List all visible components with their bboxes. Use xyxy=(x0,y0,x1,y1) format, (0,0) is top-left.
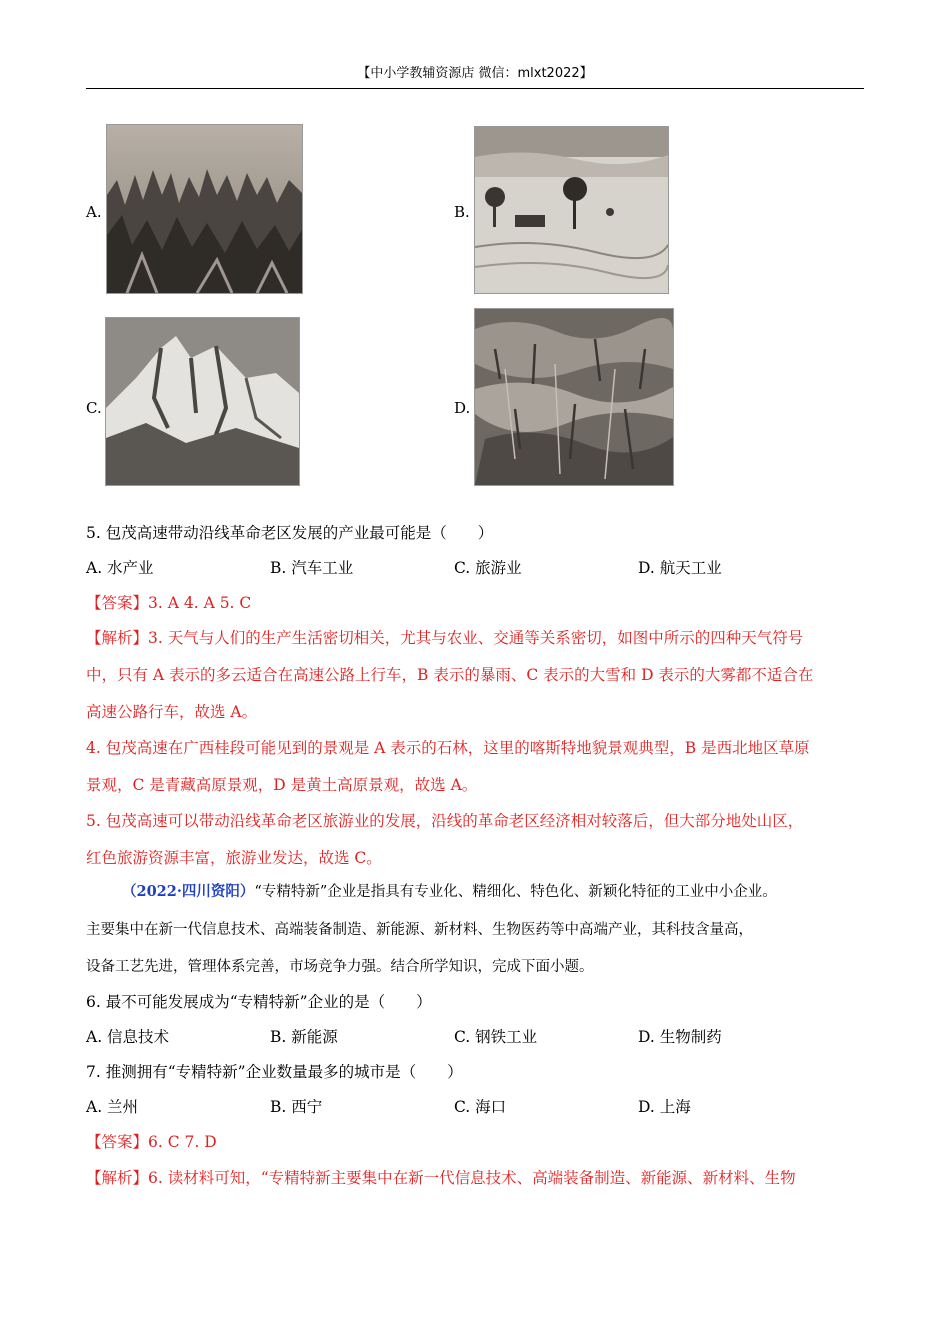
answer-block-1 xyxy=(86,591,251,613)
analysis-line: 5. 包茂高速可以带动沿线革命老区旅游业的发展，沿线的革命老区经济相对较落后，但大部分地处山区， xyxy=(86,812,804,830)
q5-option-d: D. 航天工业 xyxy=(638,559,722,577)
grassland-photo xyxy=(474,126,669,294)
q6-option-c: C. 钢铁工业 xyxy=(454,1028,538,1046)
material-line: 设备工艺先进，管理体系完善，市场竞争力强。结合所学知识，完成下面小题。 xyxy=(86,959,594,975)
q7-option-b: B. 西宁 xyxy=(270,1098,323,1116)
q6-option-b: B. 新能源 xyxy=(270,1028,338,1046)
image-option-b-label: B. xyxy=(454,203,470,221)
q7-option-d: D. 上海 xyxy=(638,1098,691,1116)
analysis-line: 4. 包茂高速在广西桂段可能见到的景观是 A 表示的石林，这里的喀斯特地貌景观典型，B 是西北地区草原 xyxy=(86,739,810,757)
snow-mountain-photo xyxy=(105,317,300,486)
question-5-stem: 5. 包茂高速带动沿线革命老区发展的产业最可能是（ ） xyxy=(86,524,494,542)
answer-text: 3. A 4. A 5. C xyxy=(148,594,252,612)
analysis-line: 景观，C 是青藏高原景观，D 是黄土高原景观，故选 A。 xyxy=(86,776,478,794)
answer-text: 6. C 7. D xyxy=(148,1133,217,1151)
question-6-stem: 6. 最不可能发展成为“专精特新”企业的是（ ） xyxy=(86,993,432,1011)
loess-plateau-photo xyxy=(474,308,674,486)
material-first-line xyxy=(122,880,777,901)
analysis-line: 红色旅游资源丰富，旅游业发达，故选 C。 xyxy=(86,849,382,867)
material-line: 主要集中在新一代信息技术、高端装备制造、新能源、新材料、生物医药等中高端产业，其科技含量高， xyxy=(86,922,753,938)
analysis-line: 高速公路行车，故选 A。 xyxy=(86,703,258,721)
question-7-stem: 7. 推测拥有“专精特新”企业数量最多的城市是（ ） xyxy=(86,1063,463,1081)
page-header: 【中小学教辅资源店 微信：mlxt2022】 xyxy=(86,64,864,89)
q6-option-d: D. 生物制药 xyxy=(638,1028,722,1046)
analysis-tag: 【解析】 xyxy=(86,1169,149,1187)
material-text: “专精特新”企业是指具有专业化、精细化、特色化、新颖化特征的工业中小企业。 xyxy=(254,884,777,900)
analysis-text: 3. 天气与人们的生产生活密切相关，尤其与农业、交通等关系密切，如图中所示的四种天气符号 xyxy=(148,629,804,647)
q5-option-c: C. 旅游业 xyxy=(454,559,522,577)
analysis-line: 中，只有 A 表示的多云适合在高速公路上行车，B 表示的暴雨、C 表示的大雪和 D 表示的大雾都不适合在 xyxy=(86,666,814,684)
q7-option-a: A. 兰州 xyxy=(86,1098,139,1116)
analysis-tag: 【解析】 xyxy=(86,629,149,647)
answer-tag: 【答案】 xyxy=(86,594,149,612)
answer-tag: 【答案】 xyxy=(86,1133,149,1151)
analysis-line xyxy=(86,626,803,648)
karst-stone-forest-photo xyxy=(106,124,303,294)
q7-option-c: C. 海口 xyxy=(454,1098,507,1116)
analysis-text: 6. 读材料可知，“专精特新主要集中在新一代信息技术、高端装备制造、新能源、新材料、生物 xyxy=(148,1169,796,1187)
q5-option-b: B. 汽车工业 xyxy=(270,559,354,577)
image-option-d-label: D. xyxy=(454,399,471,417)
q6-option-a: A. 信息技术 xyxy=(86,1028,170,1046)
answer-block-2 xyxy=(86,1130,217,1152)
image-option-c-label: C. xyxy=(86,399,102,417)
q5-option-a: A. 水产业 xyxy=(86,559,154,577)
analysis-line xyxy=(86,1166,796,1188)
material-source: （2022·四川资阳） xyxy=(122,883,255,900)
image-option-a-label: A. xyxy=(86,203,102,221)
